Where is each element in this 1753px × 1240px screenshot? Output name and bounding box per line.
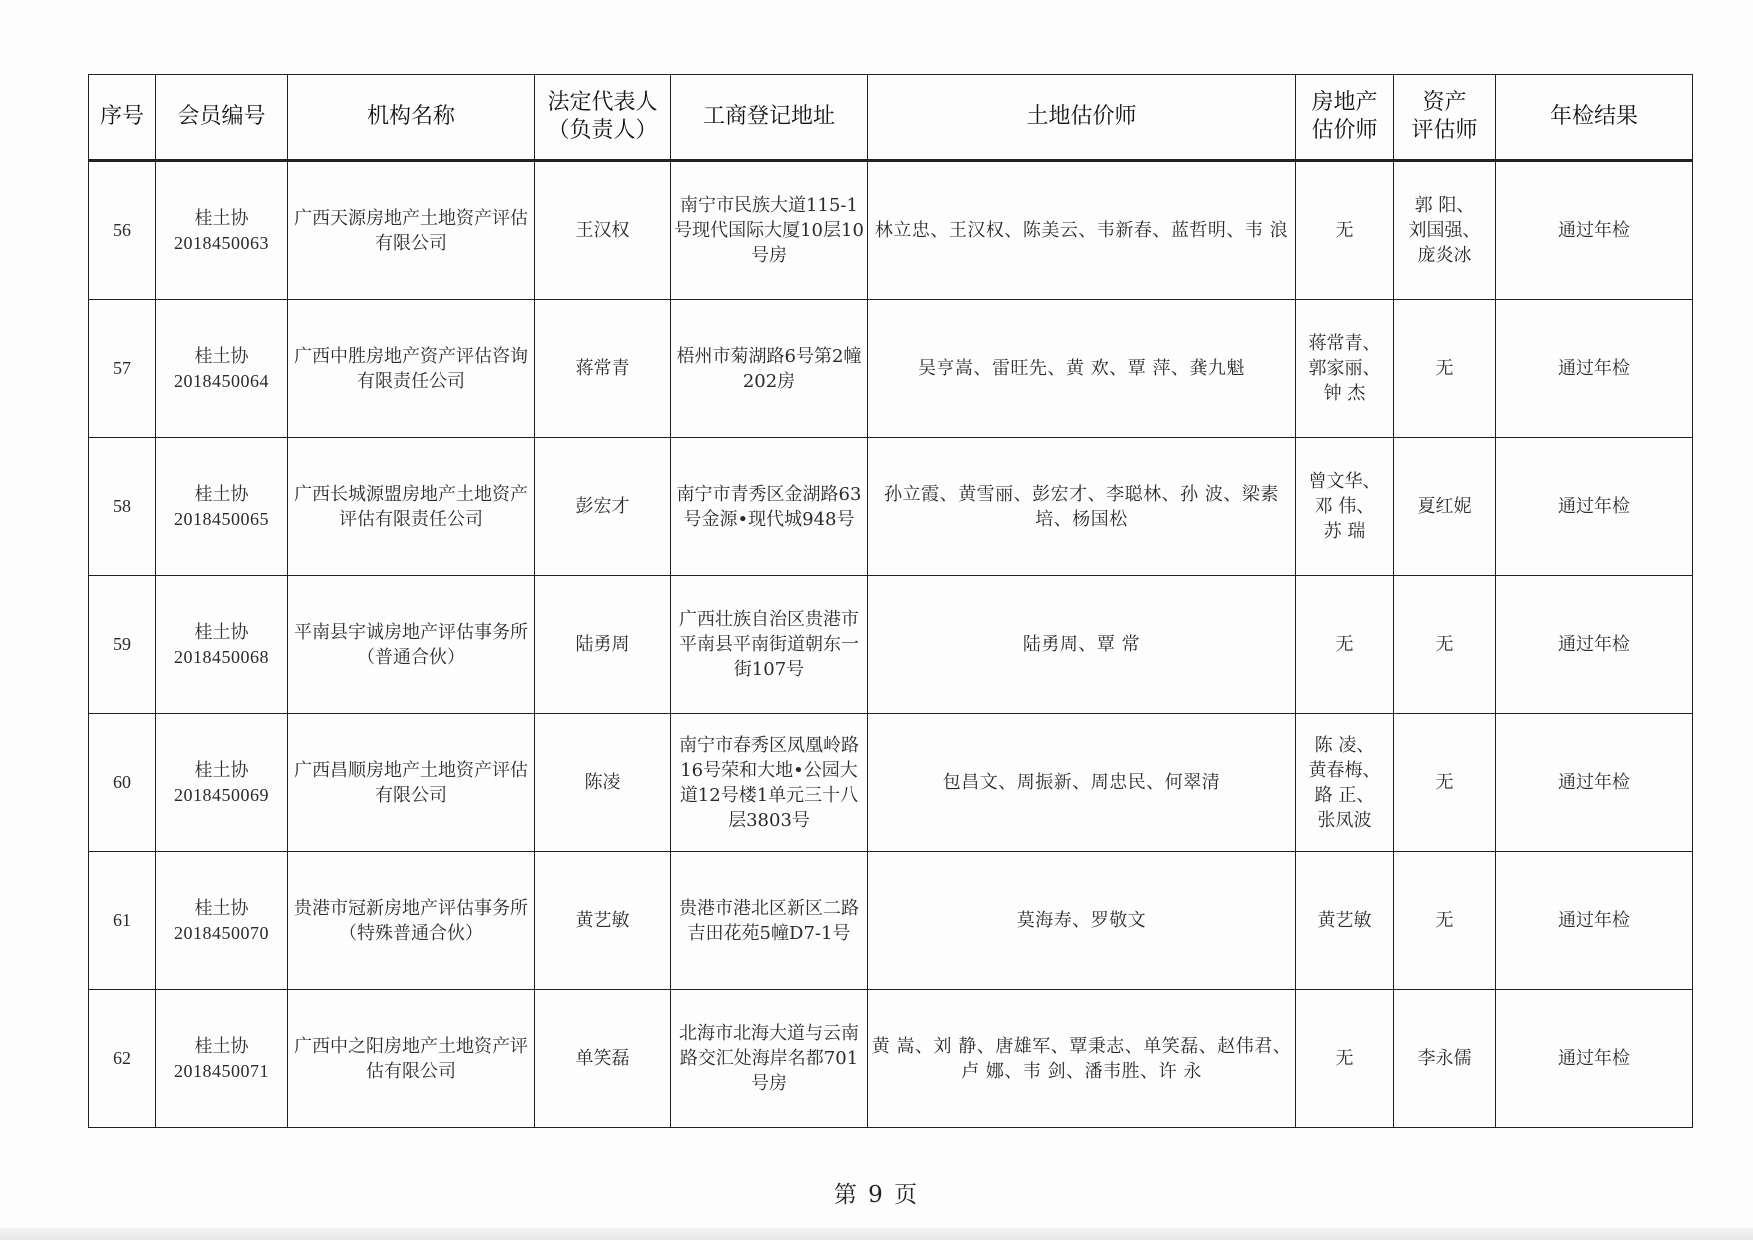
cell-index: 58 — [89, 438, 156, 576]
cell-index: 61 — [89, 852, 156, 990]
cell-member-no — [156, 300, 288, 438]
cell-asset-appraisers — [1394, 714, 1496, 852]
cell-result: 通过年检 — [1496, 990, 1693, 1128]
cell-asset-appraisers — [1394, 852, 1496, 990]
member-number: 2018450071 — [174, 1060, 269, 1081]
cell-legal-rep: 单笑磊 — [535, 990, 671, 1128]
cell-address: 贵港市港北区新区二路吉田花苑5幢D7-1号 — [671, 852, 868, 990]
scan-edge-shadow — [0, 1228, 1753, 1240]
header-land-appraisers: 土地估价师 — [868, 75, 1296, 161]
cell-index: 59 — [89, 576, 156, 714]
cell-re-appraisers — [1296, 714, 1394, 852]
appraiser-name: 黄艺敏 — [1317, 910, 1372, 931]
appraiser-name: 黄春梅、 — [1308, 759, 1381, 781]
member-number: 2018450064 — [174, 370, 269, 391]
appraiser-name: 蒋常青、 — [1308, 333, 1381, 354]
cell-org-name: 广西中之阳房地产土地资产评估有限公司 — [288, 990, 535, 1128]
cell-legal-rep: 黄艺敏 — [535, 852, 671, 990]
cell-member-no — [156, 852, 288, 990]
cell-member-no — [156, 161, 288, 300]
appraiser-name: 无 — [1435, 358, 1454, 379]
appraiser-name: 无 — [1435, 910, 1454, 931]
appraiser-name: 庞炎冰 — [1417, 245, 1472, 266]
cell-org-name: 广西昌顺房地产土地资产评估有限公司 — [288, 714, 535, 852]
cell-address: 南宁市春秀区凤凰岭路16号荣和大地•公园大道12号楼1单元三十八层3803号 — [671, 714, 868, 852]
cell-asset-appraisers — [1394, 161, 1496, 300]
member-prefix: 桂土协 — [194, 759, 249, 781]
cell-result: 通过年检 — [1496, 438, 1693, 576]
appraiser-name: 苏 瑞 — [1323, 521, 1366, 542]
cell-result: 通过年检 — [1496, 300, 1693, 438]
cell-org-name: 广西长城源盟房地产土地资产评估有限责任公司 — [288, 438, 535, 576]
appraiser-name: 曾文华、 — [1308, 471, 1381, 492]
appraiser-name: 张凤波 — [1317, 809, 1372, 831]
cell-re-appraisers — [1296, 161, 1394, 300]
header-member-no: 会员编号 — [156, 75, 288, 161]
appraiser-name: 邓 伟、 — [1314, 496, 1375, 517]
table-row — [89, 300, 1693, 438]
header-asset-appraisers — [1394, 75, 1496, 161]
table-row — [89, 990, 1693, 1128]
cell-legal-rep: 彭宏才 — [535, 438, 671, 576]
appraiser-name: 郭家丽、 — [1308, 358, 1381, 379]
cell-org-name: 广西中胜房地产资产评估咨询有限责任公司 — [288, 300, 535, 438]
member-number: 2018450065 — [174, 508, 269, 529]
cell-re-appraisers — [1296, 438, 1394, 576]
table-row — [89, 438, 1693, 576]
header-index: 序号 — [89, 75, 156, 161]
cell-legal-rep: 王汉权 — [535, 161, 671, 300]
appraiser-name: 郭 阳、 — [1414, 195, 1475, 216]
table-row — [89, 852, 1693, 990]
appraiser-name: 无 — [1435, 772, 1454, 793]
cell-index: 57 — [89, 300, 156, 438]
cell-asset-appraisers — [1394, 576, 1496, 714]
cell-index: 56 — [89, 161, 156, 300]
cell-address: 梧州市菊湖路6号第2幢202房 — [671, 300, 868, 438]
cell-member-no — [156, 714, 288, 852]
cell-asset-appraisers — [1394, 300, 1496, 438]
member-prefix: 桂土协 — [194, 207, 249, 229]
cell-org-name: 贵港市冠新房地产评估事务所（特殊普通合伙） — [288, 852, 535, 990]
cell-address: 南宁市民族大道115-1号现代国际大厦10层10号房 — [671, 161, 868, 300]
appraiser-name: 无 — [1335, 634, 1354, 655]
cell-legal-rep: 陈凌 — [535, 714, 671, 852]
cell-index: 60 — [89, 714, 156, 852]
cell-land-appraisers: 陆勇周、覃 常 — [868, 576, 1296, 714]
appraiser-name: 夏红妮 — [1417, 496, 1472, 517]
cell-legal-rep: 蒋常青 — [535, 300, 671, 438]
page-number: 第 9 页 — [833, 1182, 920, 1208]
cell-land-appraisers: 林立忠、王汉权、陈美云、韦新春、蓝哲明、韦 浪 — [868, 161, 1296, 300]
cell-org-name: 平南县宇诚房地产评估事务所（普通合伙） — [288, 576, 535, 714]
member-prefix: 桂土协 — [194, 621, 249, 643]
header-result: 年检结果 — [1496, 75, 1693, 161]
header-re-appraisers-line2: 估价师 — [1311, 118, 1378, 143]
member-prefix: 桂土协 — [194, 345, 249, 367]
header-address: 工商登记地址 — [671, 75, 868, 161]
cell-re-appraisers — [1296, 990, 1394, 1128]
cell-member-no — [156, 576, 288, 714]
cell-re-appraisers — [1296, 852, 1394, 990]
cell-land-appraisers: 黄 嵩、刘 静、唐雄军、覃秉志、单笑磊、赵伟君、卢 娜、韦 剑、潘韦胜、许 永 — [868, 990, 1296, 1128]
cell-result: 通过年检 — [1496, 714, 1693, 852]
header-asset-appraisers-line1: 资产 — [1422, 90, 1467, 115]
cell-asset-appraisers — [1394, 438, 1496, 576]
cell-result: 通过年检 — [1496, 852, 1693, 990]
member-prefix: 桂土协 — [194, 483, 249, 505]
member-prefix: 桂土协 — [194, 1035, 249, 1057]
appraiser-name: 无 — [1335, 220, 1354, 241]
cell-land-appraisers: 包昌文、周振新、周忠民、何翠清 — [868, 714, 1296, 852]
appraiser-name: 陈 凌、 — [1314, 734, 1375, 756]
header-asset-appraisers-line2: 评估师 — [1411, 118, 1478, 143]
cell-member-no — [156, 990, 288, 1128]
appraiser-name: 李永儒 — [1417, 1048, 1472, 1069]
cell-re-appraisers — [1296, 576, 1394, 714]
cell-address: 南宁市青秀区金湖路63号金源•现代城948号 — [671, 438, 868, 576]
appraiser-name: 无 — [1335, 1048, 1354, 1069]
table-row — [89, 161, 1693, 300]
cell-member-no — [156, 438, 288, 576]
appraiser-name: 路 正、 — [1314, 784, 1375, 806]
member-inspection-table — [88, 74, 1693, 1128]
appraiser-name: 钟 杰 — [1323, 383, 1366, 404]
header-legal-rep-line2: （负责人） — [547, 118, 658, 143]
table-row — [89, 576, 1693, 714]
table-body — [89, 161, 1693, 1128]
header-re-appraisers — [1296, 75, 1394, 161]
cell-result: 通过年检 — [1496, 161, 1693, 300]
appraiser-name: 刘国强、 — [1408, 220, 1481, 241]
cell-result: 通过年检 — [1496, 576, 1693, 714]
cell-land-appraisers: 孙立霞、黄雪丽、彭宏才、李聪林、孙 波、梁素培、杨国松 — [868, 438, 1296, 576]
member-prefix: 桂土协 — [194, 897, 249, 919]
member-number: 2018450063 — [174, 232, 269, 253]
header-legal-rep-line1: 法定代表人 — [547, 90, 658, 115]
cell-address: 广西壮族自治区贵港市平南县平南街道朝东一街107号 — [671, 576, 868, 714]
table-header-row — [89, 75, 1693, 161]
member-number: 2018450070 — [174, 922, 269, 943]
header-re-appraisers-line1: 房地产 — [1311, 90, 1378, 115]
header-legal-rep — [535, 75, 671, 161]
cell-land-appraisers: 莫海寿、罗敬文 — [868, 852, 1296, 990]
cell-asset-appraisers — [1394, 990, 1496, 1128]
cell-address: 北海市北海大道与云南路交汇处海岸名都701号房 — [671, 990, 868, 1128]
cell-land-appraisers: 吴亨嵩、雷旺先、黄 欢、覃 萍、龚九魁 — [868, 300, 1296, 438]
cell-legal-rep: 陆勇周 — [535, 576, 671, 714]
cell-org-name: 广西天源房地产土地资产评估有限公司 — [288, 161, 535, 300]
table-row — [89, 714, 1693, 852]
member-number: 2018450069 — [174, 784, 269, 805]
cell-re-appraisers — [1296, 300, 1394, 438]
appraiser-name: 无 — [1435, 634, 1454, 655]
header-org-name: 机构名称 — [288, 75, 535, 161]
member-number: 2018450068 — [174, 646, 269, 667]
cell-index: 62 — [89, 990, 156, 1128]
